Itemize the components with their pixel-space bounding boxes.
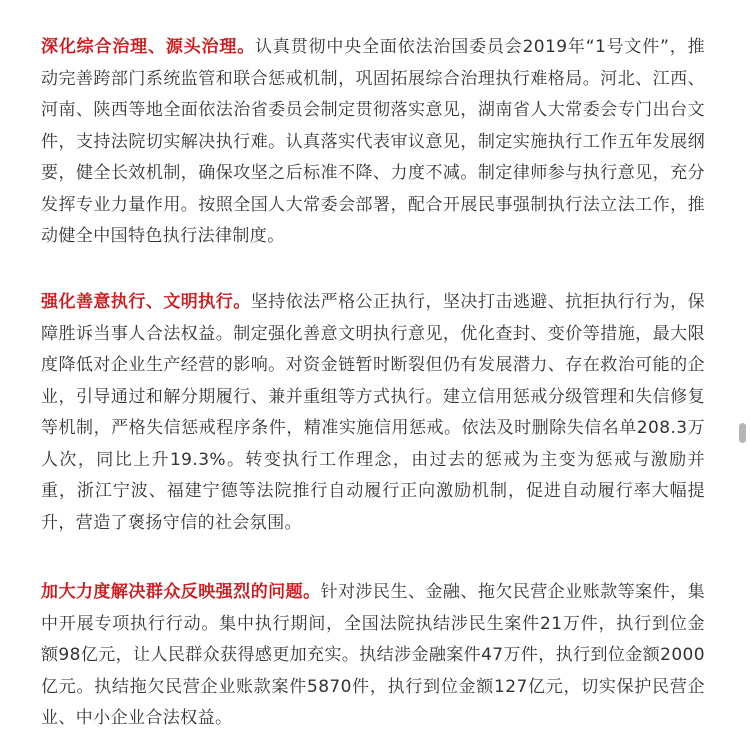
scrollbar-thumb[interactable] — [739, 423, 746, 443]
paragraph-comprehensive-governance — [41, 32, 705, 253]
paragraph-heading: 深化综合治理、源头治理。 — [41, 37, 256, 57]
paragraph-heading: 加大力度解决群众反映强烈的问题。 — [41, 582, 321, 602]
paragraph-heading: 强化善意执行、文明执行。 — [41, 292, 251, 312]
paragraph-body: 坚持依法严格公正执行，坚决打击逃避、抗拒执行行为，保障胜诉当事人合法权益。制定强化善意文明执行意见，优化查封、变价等措施，最大限度降低对企业生产经营的影响。对资金链暂时断裂但仍有发展潜力、存在救治可能的企业，引导通过和解分期履行、兼并重组等方式执行。建立信用惩戒分级管理和失信修复等机制，严格失信惩戒程序条件，精准实施信用惩戒。依法及时删除失信名单208.3万人次，同比上升19.3%。转变执行工作理念，由过去的惩戒为主变为惩戒与激励并重，浙江宁波、福建宁德等法院推行自动履行正向激励机制，促进自动履行率大幅提升，营造了褒扬守信的社会氛围。 — [41, 292, 705, 533]
paragraph-body: 认真贯彻中央全面依法治国委员会2019年“1号文件”，推动完善跨部门系统监管和联合惩戒机制，巩固拓展综合治理执行难格局。河北、江西、河南、陕西等地全面依法治省委员会制定贯彻落实意见，湖南省人大常委会专门出台文件，支持法院切实解决执行难。认真落实代表审议意见，制定实施执行工作五年发展纲要，健全长效机制，确保攻坚之后标准不降、力度不减。制定律师参与执行意见，充分发挥专业力量作用。按照全国人大常委会部署，配合开展民事强制执行法立法工作，推动健全中国特色执行法律制度。 — [41, 37, 705, 246]
paragraph-public-concerns — [41, 577, 705, 735]
paragraph-civilized-enforcement — [41, 287, 705, 539]
paragraph-body: 针对涉民生、金融、拖欠民营企业账款等案件，集中开展专项执行行动。集中执行期间，全国法院执结涉民生案件21万件，执行到位金额98亿元，让人民群众获得感更加充实。执结涉金融案件47万件，执行到位金额2000亿元。执结拖欠民营企业账款案件5870件，执行到位金额127亿元，切实保护民营企业、中小企业合法权益。 — [41, 582, 705, 728]
vertical-scrollbar[interactable] — [736, 0, 750, 746]
